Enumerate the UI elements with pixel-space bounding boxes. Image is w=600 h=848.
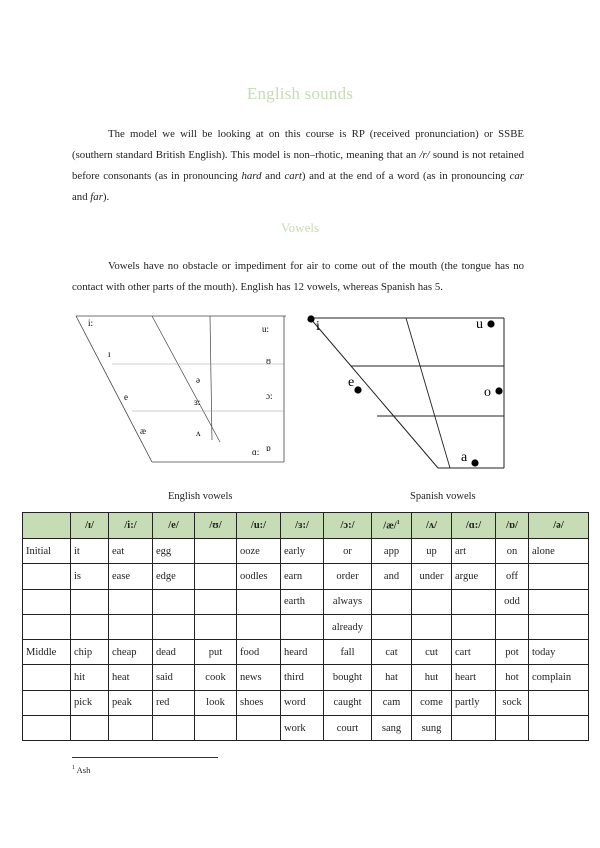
- example-word-cell: [452, 614, 496, 639]
- vowel-symbol: ɒ: [266, 443, 271, 453]
- table-row: [23, 539, 589, 564]
- intro-text-4: ).: [102, 191, 110, 203]
- example-word-cell: bought: [324, 665, 372, 690]
- footnote-divider: [72, 757, 218, 758]
- example-word-cell: app: [372, 539, 412, 564]
- vowel-symbol: ɜ:: [194, 397, 201, 407]
- example-word-cell: cheap: [109, 640, 153, 665]
- example-word-cell: heard: [281, 640, 324, 665]
- example-word-cell: cook: [195, 665, 237, 690]
- intro-and-1: and: [261, 170, 285, 182]
- vowel-symbol: i:: [88, 318, 94, 328]
- example-word-cell: [237, 614, 281, 639]
- example-word-cell: look: [195, 690, 237, 715]
- example-word-cell: come: [412, 690, 452, 715]
- table-row: [23, 614, 589, 639]
- example-word-cell: heat: [109, 665, 153, 690]
- example-word-cell: hot: [496, 665, 529, 690]
- row-position-label: [23, 690, 71, 715]
- example-word-cell: sock: [496, 690, 529, 715]
- example-word-cell: [153, 614, 195, 639]
- example-word-cell: work: [281, 716, 324, 741]
- example-word-cell: [372, 589, 412, 614]
- table-row: [23, 589, 589, 614]
- example-word-cell: it: [71, 539, 109, 564]
- example-word-cell: ease: [109, 564, 153, 589]
- example-word-cell: peak: [109, 690, 153, 715]
- vowel-symbol: u:: [262, 324, 270, 334]
- vowel-symbol: e: [124, 392, 128, 402]
- spanish-vowel-chart: [302, 312, 514, 470]
- english-vowels-caption: English vowels: [168, 491, 233, 502]
- example-word-cell: complain: [529, 665, 589, 690]
- example-word-cell: [529, 589, 589, 614]
- example-word-cell: up: [412, 539, 452, 564]
- example-word-cell: sung: [412, 716, 452, 741]
- example-word-cell: is: [71, 564, 109, 589]
- example-word-cell: [71, 614, 109, 639]
- table-header-cell: /ʊ/: [195, 513, 237, 539]
- table-header-cell: [372, 513, 412, 539]
- example-word-cell: hit: [71, 665, 109, 690]
- header-label: /æ/: [383, 520, 397, 532]
- vowel-symbol: e: [348, 375, 355, 390]
- footnote-text: Ash: [76, 765, 91, 775]
- row-position-label: Middle: [23, 640, 71, 665]
- example-word-cell: and: [372, 564, 412, 589]
- vowel-dot: [495, 387, 502, 394]
- example-word-cell: caught: [324, 690, 372, 715]
- example-word-cell: eat: [109, 539, 153, 564]
- example-word-cell: [109, 716, 153, 741]
- example-word-cell: cut: [412, 640, 452, 665]
- example-word-cell: [529, 614, 589, 639]
- example-word-cell: [281, 614, 324, 639]
- example-word-cell: [195, 589, 237, 614]
- example-word-cell: [496, 716, 529, 741]
- example-word-cell: [452, 716, 496, 741]
- table-header-row: [23, 513, 589, 539]
- vowel-symbol: a: [461, 450, 468, 465]
- vowel-examples-table: [22, 512, 589, 741]
- example-word-cell: red: [153, 690, 195, 715]
- example-word-cell: heart: [452, 665, 496, 690]
- example-word-cell: earth: [281, 589, 324, 614]
- example-word-cell: pot: [496, 640, 529, 665]
- example-word-cell: [109, 589, 153, 614]
- example-word-cell: [412, 589, 452, 614]
- row-position-label: [23, 665, 71, 690]
- example-car: car: [509, 170, 524, 182]
- example-word-cell: court: [324, 716, 372, 741]
- example-word-cell: [153, 716, 195, 741]
- row-position-label: [23, 589, 71, 614]
- example-word-cell: chip: [71, 640, 109, 665]
- example-word-cell: cat: [372, 640, 412, 665]
- vowel-symbol: ə: [196, 375, 200, 385]
- table-row: [23, 564, 589, 589]
- example-word-cell: [412, 614, 452, 639]
- example-word-cell: [372, 614, 412, 639]
- row-position-label: [23, 614, 71, 639]
- example-word-cell: [529, 564, 589, 589]
- example-word-cell: sang: [372, 716, 412, 741]
- example-word-cell: off: [496, 564, 529, 589]
- row-position-label: [23, 716, 71, 741]
- vowel-dot: [487, 320, 494, 327]
- example-word-cell: cam: [372, 690, 412, 715]
- intro-paragraph: [72, 124, 524, 208]
- vowel-symbol: æ: [140, 426, 147, 436]
- example-word-cell: pick: [71, 690, 109, 715]
- example-word-cell: [109, 614, 153, 639]
- example-word-cell: food: [237, 640, 281, 665]
- vowel-symbol: u: [476, 317, 483, 332]
- r-phoneme: /r/: [419, 149, 430, 161]
- example-word-cell: under: [412, 564, 452, 589]
- footnote-ref: 1: [396, 519, 400, 526]
- example-word-cell: shoes: [237, 690, 281, 715]
- example-word-cell: [529, 716, 589, 741]
- example-word-cell: [195, 539, 237, 564]
- example-word-cell: argue: [452, 564, 496, 589]
- intro-text-3: ) and at the end of a word (as in pronouncing: [301, 170, 510, 182]
- example-word-cell: said: [153, 665, 195, 690]
- example-word-cell: order: [324, 564, 372, 589]
- page-title: English sounds: [246, 84, 354, 103]
- vowels-paragraph: Vowels have no obstacle or impediment for air to come out of the mouth (the tongue has no contact with other parts of the mouth). English has 12 vowels, whereas Spanish has 5.: [72, 260, 524, 293]
- table-row: [23, 716, 589, 741]
- english-vowel-chart: [74, 314, 286, 464]
- intro-text-2: sound is not retained before consonants (as in pronouncing: [72, 149, 525, 182]
- table-body: [23, 539, 589, 741]
- example-word-cell: or: [324, 539, 372, 564]
- vowel-symbol: i: [316, 319, 320, 334]
- example-word-cell: earn: [281, 564, 324, 589]
- example-word-cell: third: [281, 665, 324, 690]
- example-word-cell: cart: [452, 640, 496, 665]
- example-word-cell: [452, 589, 496, 614]
- example-word-cell: [237, 716, 281, 741]
- vowel-symbol: o: [484, 385, 491, 400]
- chart-diagonal: [406, 318, 450, 468]
- example-word-cell: odd: [496, 589, 529, 614]
- example-hard: hard: [241, 170, 262, 182]
- table-header-cell: /ɔ:/: [324, 513, 372, 539]
- vowel-symbol: ʌ: [196, 428, 201, 438]
- example-word-cell: news: [237, 665, 281, 690]
- example-word-cell: early: [281, 539, 324, 564]
- example-word-cell: word: [281, 690, 324, 715]
- row-position-label: [23, 564, 71, 589]
- example-word-cell: today: [529, 640, 589, 665]
- table-row: [23, 665, 589, 690]
- table-header-cell: [23, 513, 71, 539]
- chart-outline-left: [76, 316, 152, 462]
- example-far: far: [90, 191, 103, 203]
- example-word-cell: oodles: [237, 564, 281, 589]
- table-header-cell: /u:/: [237, 513, 281, 539]
- example-word-cell: alone: [529, 539, 589, 564]
- example-word-cell: [195, 716, 237, 741]
- example-word-cell: [71, 716, 109, 741]
- example-word-cell: dead: [153, 640, 195, 665]
- example-word-cell: [237, 589, 281, 614]
- example-word-cell: partly: [452, 690, 496, 715]
- table-header-cell: /ɒ/: [496, 513, 529, 539]
- table-row: [23, 640, 589, 665]
- example-word-cell: hut: [412, 665, 452, 690]
- example-word-cell: art: [452, 539, 496, 564]
- vowel-dot: [471, 459, 478, 466]
- example-word-cell: [195, 614, 237, 639]
- example-word-cell: [529, 690, 589, 715]
- example-word-cell: fall: [324, 640, 372, 665]
- table-header-cell: /e/: [153, 513, 195, 539]
- table-header-cell: /i:/: [109, 513, 153, 539]
- table-header-cell: /ɜ:/: [281, 513, 324, 539]
- example-word-cell: egg: [153, 539, 195, 564]
- row-position-label: Initial: [23, 539, 71, 564]
- vowels-heading: Vowels: [280, 220, 320, 235]
- example-word-cell: hat: [372, 665, 412, 690]
- spanish-vowels-caption: Spanish vowels: [410, 491, 476, 502]
- example-word-cell: [153, 589, 195, 614]
- example-word-cell: [496, 614, 529, 639]
- example-cart: cart: [284, 170, 302, 182]
- vowel-dot: [354, 386, 361, 393]
- footnote: [72, 765, 90, 775]
- vowel-symbol: ʊ: [266, 356, 271, 366]
- table-header-cell: /ɪ/: [71, 513, 109, 539]
- vowel-symbol: ɔ:: [266, 391, 273, 401]
- table-header-cell: /ʌ/: [412, 513, 452, 539]
- example-word-cell: on: [496, 539, 529, 564]
- intro-text-1: The model we will be looking at on this course is RP (received pronunciation) or SSBE (southern standard British English). This model is non–rhotic, meaning that an: [72, 128, 524, 161]
- example-word-cell: [195, 564, 237, 589]
- chart-diagonal: [152, 316, 220, 442]
- vowel-symbol: ɪ: [108, 349, 111, 359]
- vowel-symbol: ɑ:: [252, 447, 260, 457]
- example-word-cell: [71, 589, 109, 614]
- chart-central-line: [210, 316, 212, 440]
- vowel-dot: [307, 315, 314, 322]
- chart-outline-left: [310, 318, 438, 468]
- intro-and-2: and: [72, 191, 91, 203]
- table-header-cell: /ə/: [529, 513, 589, 539]
- table-row: [23, 690, 589, 715]
- example-word-cell: edge: [153, 564, 195, 589]
- example-word-cell: already: [324, 614, 372, 639]
- example-word-cell: put: [195, 640, 237, 665]
- footnote-mark: 1: [72, 765, 75, 772]
- example-word-cell: always: [324, 589, 372, 614]
- table-header-cell: /ɑ:/: [452, 513, 496, 539]
- example-word-cell: ooze: [237, 539, 281, 564]
